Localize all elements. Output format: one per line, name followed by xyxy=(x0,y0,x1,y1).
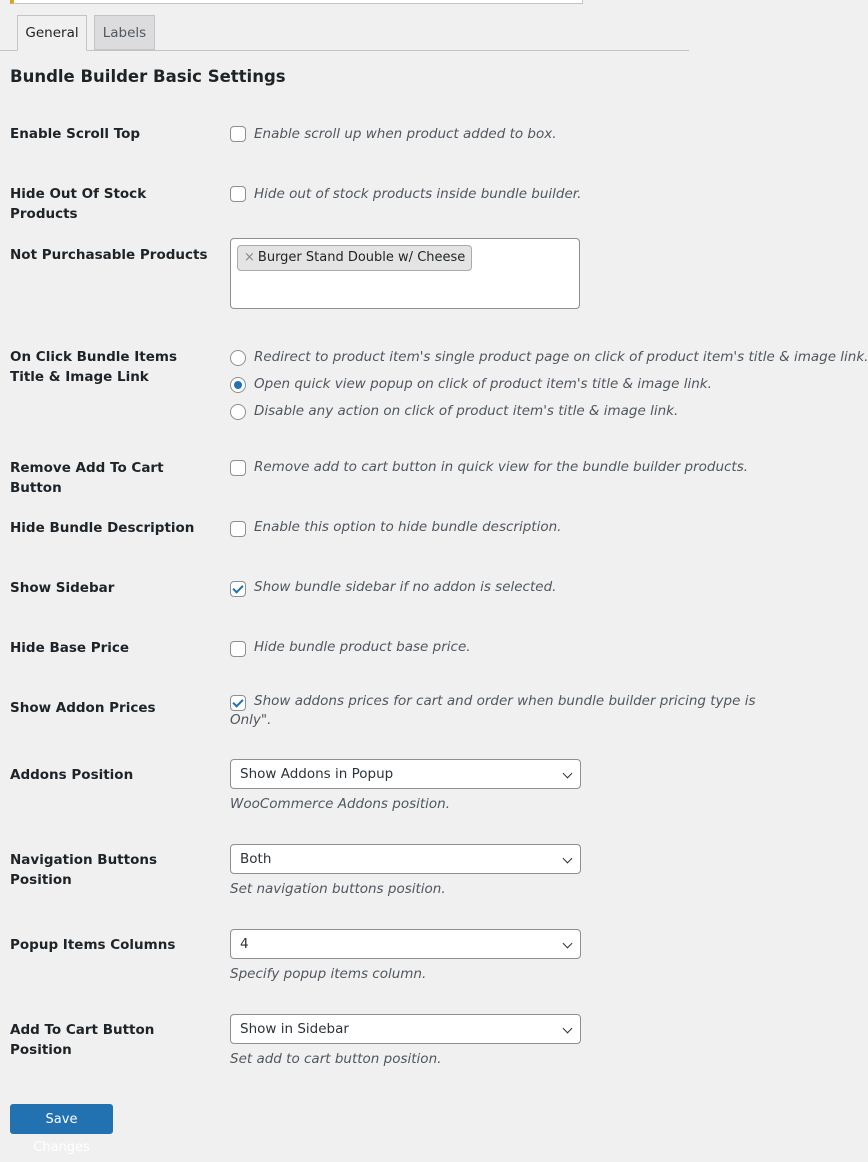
cart-btn-position-select[interactable] xyxy=(230,1014,581,1044)
hide-oos-desc: Hide out of stock products inside bundle builder. xyxy=(254,186,582,202)
hide-base-price-label: Hide Base Price xyxy=(10,640,130,656)
tab-bar xyxy=(0,15,689,51)
on-click-option-quickview: Open quick view popup on click of product item's title & image link. xyxy=(254,376,712,392)
product-tag-label: Burger Stand Double w/ Cheese xyxy=(257,250,466,265)
save-changes-button[interactable]: Save Changes xyxy=(10,1104,113,1134)
scroll-top-checkbox[interactable] xyxy=(230,126,246,142)
tag-remove-icon[interactable]: × xyxy=(244,250,255,265)
cart-btn-position-label: Add To Cart Button Position xyxy=(10,1022,155,1058)
on-click-label: On Click Bundle Items Title & Image Link xyxy=(10,349,178,385)
addons-position-value: Show Addons in Popup xyxy=(240,766,394,782)
show-addon-prices-desc-cont: Only". xyxy=(230,712,272,728)
tab-general[interactable]: General xyxy=(17,15,87,51)
show-addon-prices-checkbox[interactable] xyxy=(230,695,246,711)
product-tag xyxy=(237,245,472,271)
addons-position-select[interactable] xyxy=(230,759,581,789)
page-title: Bundle Builder Basic Settings xyxy=(10,67,286,86)
chevron-down-icon xyxy=(563,769,573,779)
hide-base-price-checkbox[interactable] xyxy=(230,641,246,657)
show-addon-prices-desc: Show addons prices for cart and order when bundle builder pricing type is xyxy=(254,693,756,709)
on-click-option-redirect: Redirect to product item's single product page on click of product item's title & image link. xyxy=(254,349,868,365)
popup-columns-desc: Specify popup items column. xyxy=(230,966,427,982)
nav-position-desc: Set navigation buttons position. xyxy=(230,881,446,897)
addons-position-desc: WooCommerce Addons position. xyxy=(230,796,451,812)
hide-base-price-desc: Hide bundle product base price. xyxy=(254,639,471,655)
hide-desc-checkbox[interactable] xyxy=(230,521,246,537)
popup-columns-label: Popup Items Columns xyxy=(10,937,176,953)
show-addon-prices-label: Show Addon Prices xyxy=(10,700,156,716)
on-click-option-disable: Disable any action on click of product item's title & image link. xyxy=(254,403,679,419)
scroll-top-label: Enable Scroll Top xyxy=(10,126,141,142)
popup-columns-value: 4 xyxy=(240,936,249,952)
remove-cart-desc: Remove add to cart button in quick view for the bundle builder products. xyxy=(254,459,749,475)
remove-cart-label: Remove Add To Cart Button xyxy=(10,460,164,496)
nav-position-value: Both xyxy=(240,851,272,867)
addons-position-label: Addons Position xyxy=(10,767,134,783)
on-click-radio-disable[interactable] xyxy=(230,404,246,420)
tab-labels[interactable]: Labels xyxy=(94,15,155,50)
chevron-down-icon xyxy=(563,1024,573,1034)
hide-oos-checkbox[interactable] xyxy=(230,186,246,202)
not-purchasable-select[interactable] xyxy=(230,238,580,309)
cart-btn-position-value: Show in Sidebar xyxy=(240,1021,349,1037)
hide-desc-desc: Enable this option to hide bundle description. xyxy=(254,519,562,535)
cart-btn-position-desc: Set add to cart button position. xyxy=(230,1051,442,1067)
notice-strip xyxy=(10,0,583,4)
popup-columns-select[interactable] xyxy=(230,929,581,959)
remove-cart-checkbox[interactable] xyxy=(230,460,246,476)
show-sidebar-desc: Show bundle sidebar if no addon is selected. xyxy=(254,579,557,595)
on-click-radio-redirect[interactable] xyxy=(230,350,246,366)
chevron-down-icon xyxy=(563,939,573,949)
show-sidebar-checkbox[interactable] xyxy=(230,581,246,597)
show-sidebar-label: Show Sidebar xyxy=(10,580,115,596)
chevron-down-icon xyxy=(563,854,573,864)
not-purchasable-label: Not Purchasable Products xyxy=(10,247,208,263)
nav-position-label: Navigation Buttons Position xyxy=(10,852,158,888)
nav-position-select[interactable] xyxy=(230,844,581,874)
hide-oos-label: Hide Out Of Stock Products xyxy=(10,186,147,222)
scroll-top-desc: Enable scroll up when product added to box. xyxy=(254,126,557,142)
on-click-radio-quickview[interactable] xyxy=(230,377,246,393)
hide-desc-label: Hide Bundle Description xyxy=(10,520,195,536)
